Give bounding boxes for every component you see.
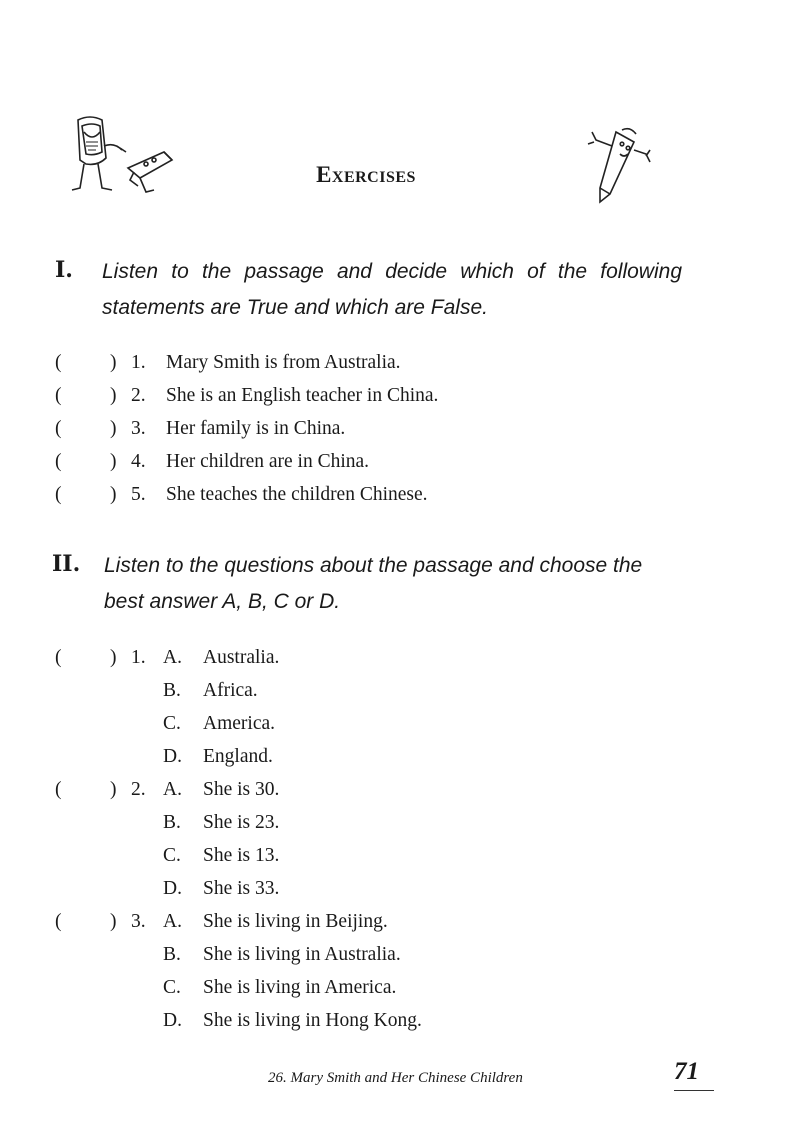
answer-blank-open[interactable]: ( (55, 451, 62, 472)
item-statement: She teaches the children Chinese. (166, 484, 428, 505)
question-row (0, 905, 800, 938)
item-statement: Her family is in China. (166, 418, 346, 439)
item-number: 2. (131, 385, 146, 406)
option-letter: C. (163, 845, 181, 866)
option-text: She is 33. (203, 878, 280, 899)
option-text: Africa. (203, 680, 258, 701)
answer-blank-open[interactable]: ( (55, 418, 62, 439)
answer-blank-open[interactable]: ( (55, 911, 62, 932)
option-letter: C. (163, 977, 181, 998)
answer-blank-open[interactable]: ( (55, 779, 62, 800)
question-number: 1. (131, 647, 146, 668)
option-row (0, 740, 800, 773)
option-letter: B. (163, 812, 181, 833)
section-1-instruction: Listen to the passage and decide which of the following statements are True and which are False. (102, 260, 682, 319)
option-text: She is living in Australia. (203, 944, 401, 965)
option-text: America. (203, 713, 276, 734)
answer-blank-close: ) (110, 484, 117, 505)
option-letter: B. (163, 944, 181, 965)
item-number: 3. (131, 418, 146, 439)
option-letter: D. (163, 878, 182, 899)
section-1-number: I. (55, 257, 73, 283)
option-letter: A. (163, 779, 182, 800)
answer-blank-close: ) (110, 418, 117, 439)
question-row (0, 641, 800, 674)
true-false-item (0, 346, 800, 379)
true-false-item (0, 478, 800, 511)
answer-blank-close: ) (110, 385, 117, 406)
option-text: She is living in America. (203, 977, 397, 998)
option-row (0, 806, 800, 839)
option-row (0, 872, 800, 905)
true-false-item (0, 445, 800, 478)
answer-blank-open[interactable]: ( (55, 484, 62, 505)
question-number: 3. (131, 911, 146, 932)
option-letter: A. (163, 647, 182, 668)
answer-blank-close: ) (110, 779, 117, 800)
item-number: 4. (131, 451, 146, 472)
option-text: England. (203, 746, 273, 767)
question-row (0, 773, 800, 806)
footer-lesson-title: 26. Mary Smith and Her Chinese Children (268, 1070, 523, 1086)
answer-blank-open[interactable]: ( (55, 352, 62, 373)
item-statement: Mary Smith is from Australia. (166, 352, 401, 373)
section-2-instruction: Listen to the questions about the passage and choose the best answer A, B, C or D. (104, 554, 643, 613)
option-row (0, 938, 800, 971)
page-number: 71 (674, 1058, 699, 1085)
answer-blank-close: ) (110, 451, 117, 472)
answer-blank-close: ) (110, 911, 117, 932)
answer-blank-open[interactable]: ( (55, 647, 62, 668)
answer-blank-close: ) (110, 647, 117, 668)
option-letter: D. (163, 746, 182, 767)
option-row (0, 1004, 800, 1037)
option-text: She is living in Hong Kong. (203, 1010, 422, 1031)
option-text: She is 23. (203, 812, 280, 833)
page-title: Exercises (316, 162, 416, 187)
option-row (0, 839, 800, 872)
section-2-number: II. (52, 551, 81, 577)
page-number-underline (674, 1090, 714, 1091)
true-false-item (0, 412, 800, 445)
item-statement: She is an English teacher in China. (166, 385, 439, 406)
answer-blank-open[interactable]: ( (55, 385, 62, 406)
option-text: Australia. (203, 647, 280, 668)
option-row (0, 971, 800, 1004)
option-letter: A. (163, 911, 182, 932)
option-letter: B. (163, 680, 181, 701)
item-number: 1. (131, 352, 146, 373)
option-text: She is 30. (203, 779, 280, 800)
item-number: 5. (131, 484, 146, 505)
option-text: She is 13. (203, 845, 280, 866)
item-statement: Her children are in China. (166, 451, 370, 472)
option-text: She is living in Beijing. (203, 911, 388, 932)
option-letter: C. (163, 713, 181, 734)
question-number: 2. (131, 779, 146, 800)
option-row (0, 707, 800, 740)
answer-blank-close: ) (110, 352, 117, 373)
option-letter: D. (163, 1010, 182, 1031)
true-false-item (0, 379, 800, 412)
option-row (0, 674, 800, 707)
